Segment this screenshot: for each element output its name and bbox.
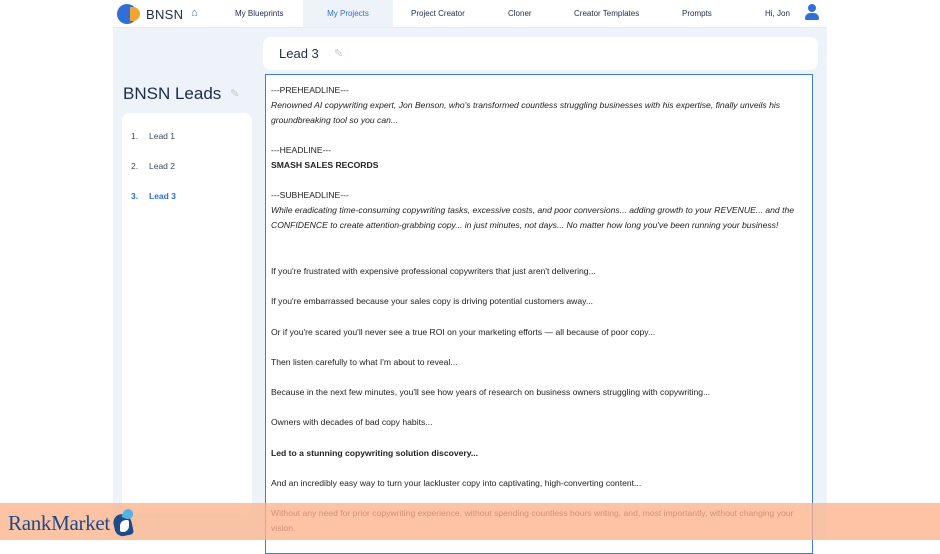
edit-title-pencil-icon[interactable]: ✎: [334, 48, 344, 60]
nav-my-blueprints[interactable]: My Blueprints: [235, 9, 284, 18]
editor-paragraph: ---SUBHEADLINE---: [271, 190, 349, 200]
nav-project-creator[interactable]: Project Creator: [411, 9, 465, 18]
brain-logo-icon: [117, 4, 137, 24]
editor-paragraph: Because in the next few minutes, you'll see how years of research on business owners struggling with copywriting...: [271, 387, 711, 397]
editor-paragraph: ---PREHEADLINE---: [271, 85, 349, 95]
editor-paragraph: Owners with decades of bad copy habits...: [271, 417, 433, 427]
document-title[interactable]: Lead 3: [279, 46, 319, 61]
editor-paragraph: And an incredibly easy way to turn your lackluster copy into captivating, high-converting content...: [271, 478, 642, 488]
lead-number: 1.: [131, 131, 139, 141]
unicorn-logo-icon: [111, 508, 137, 538]
brand-name: BNSN: [146, 6, 184, 22]
edit-project-pencil-icon[interactable]: ✎: [230, 88, 240, 100]
editor-paragraph: Led to a stunning copywriting solution discovery...: [271, 448, 479, 458]
editor-paragraph: Then listen carefully to what I'm about to reveal...: [271, 357, 458, 367]
editor-paragraph: SMASH SALES RECORDS: [271, 160, 379, 170]
lead-list-item[interactable]: [131, 131, 175, 141]
user-greeting: Hi, Jon: [765, 9, 790, 18]
lead-list-item[interactable]: [131, 161, 175, 171]
editor-paragraph: If you're frustrated with expensive professional copywriters that just aren't delivering...: [271, 266, 596, 276]
lead-label: Lead 1: [149, 131, 175, 141]
sidebar-title: BNSN Leads: [123, 84, 222, 103]
user-icon[interactable]: [803, 3, 821, 23]
watermark-text: RankMarket: [8, 510, 110, 535]
home-icon[interactable]: ⌂: [191, 7, 198, 19]
editor-paragraph: ---HEADLINE---: [271, 145, 332, 155]
nav-cloner[interactable]: Cloner: [508, 9, 532, 18]
document-editor[interactable]: [265, 74, 813, 554]
nav-my-projects[interactable]: My Projects: [303, 0, 393, 27]
lead-label: Lead 2: [149, 161, 175, 171]
editor-paragraph: Renowned AI copywriting expert, Jon Benson, who's transformed countless struggling businesses with his expertise, finally unveils his groundbreaking tool so you can...: [271, 100, 781, 126]
lead-label: Lead 3: [149, 191, 176, 201]
nav-creator-templates[interactable]: Creator Templates: [574, 9, 640, 18]
editor-paragraph: While eradicating time-consuming copywriting tasks, excessive costs, and poor conversions... adding growth to your REVENUE... and the CONFIDENCE to create attention-grabbing copy... in just minutes, not days... No matter how long you've been running your business!: [271, 205, 795, 231]
nav-prompts[interactable]: Prompts: [682, 9, 712, 18]
brand-logo[interactable]: [117, 4, 183, 24]
editor-paragraph: Or if you're scared you'll never see a true ROI on your marketing efforts — all because of poor copy...: [271, 327, 656, 337]
lead-number: 3.: [131, 191, 139, 201]
document-title-bar: [263, 37, 818, 70]
lead-list-item-active[interactable]: [131, 191, 176, 201]
lead-number: 2.: [131, 161, 139, 171]
rankmarket-watermark: [8, 507, 137, 539]
lead-list: [122, 113, 252, 513]
watermark-banner: [0, 503, 940, 540]
top-navigation-bar: [113, 0, 827, 28]
editor-paragraph: If you're embarrassed because your sales copy is driving potential customers away...: [271, 296, 593, 306]
